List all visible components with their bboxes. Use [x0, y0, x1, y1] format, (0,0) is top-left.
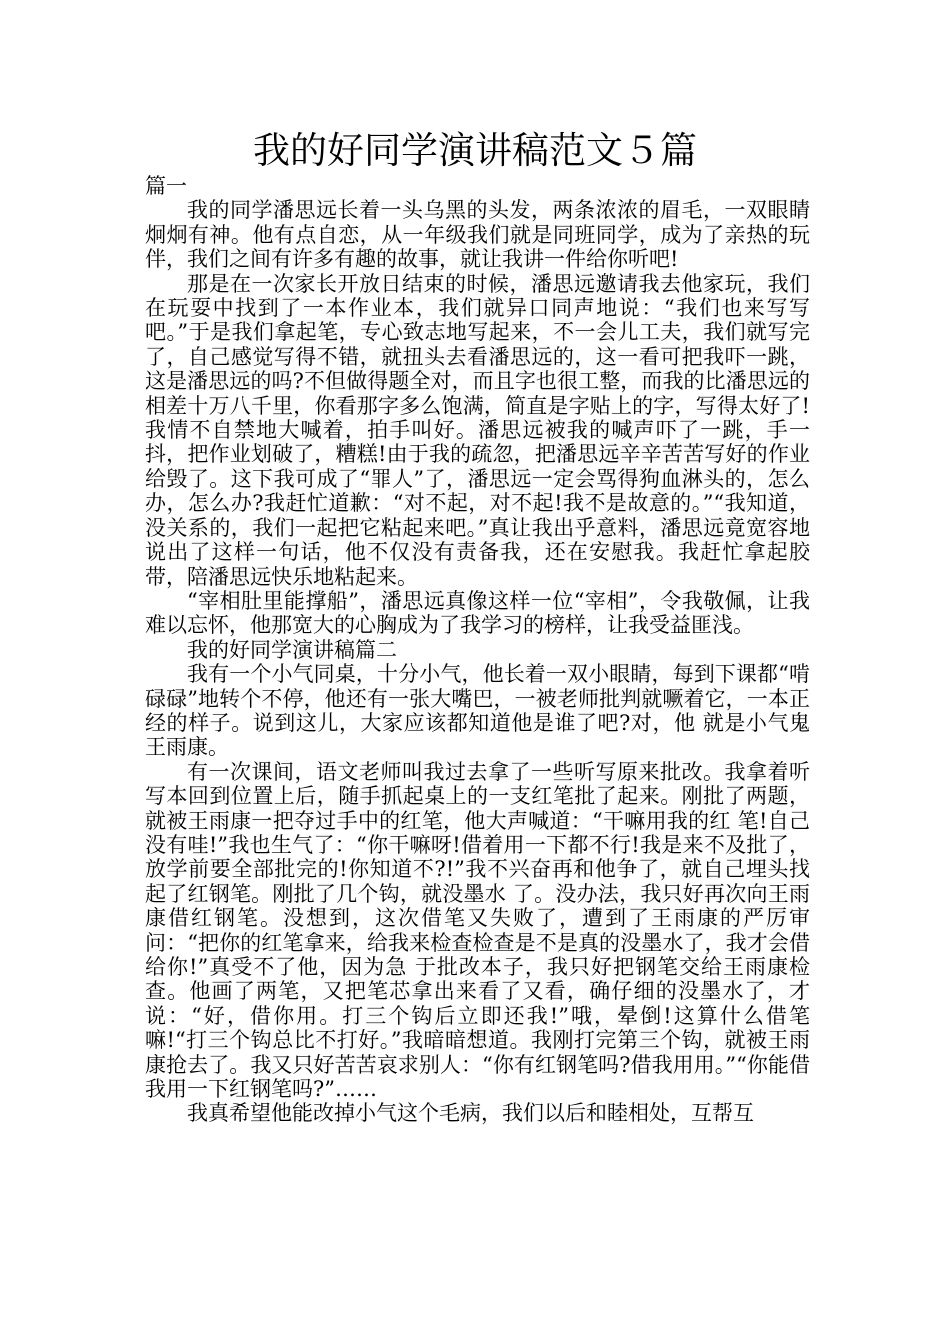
document-title: 我的好同学演讲稿范文５篇: [253, 129, 697, 172]
section-heading: 我的好同学演讲稿篇二: [187, 637, 397, 662]
paragraph: 那是在一次家长开放日结束的时候，潘思远邀请我去他家玩，我们在玩耍中找到了一本作业本，我们就异口同声地说：“我们也来写写吧。”于是我们拿起笔，专心致志地写起来，不一会儿工夫，我们就写完了，自己感觉写得不错，就扭头去看潘思远的，这一看可把我吓一跳，这是潘思远的吗?不但做得题全对，而且字也很工整，而我的比潘思远的相差十万八千里，你看那字多么饱满，简直是字贴上的字，写得太好了!我情不自禁地大喊着，拍手叫好。潘思远被我的喊声吓了一跳，手一抖，把作业划破了，糟糕!由于我的疏忽，把潘思远辛辛苦苦写好的作业给毁了。这下我可成了“罪人”了，潘思远一定会骂得狗血淋头的，怎么办，怎么办?我赶忙道歉：“对不起，对不起!我不是故意的。”“我知道，没关系的，我们一起把它粘起来吧。”真让我出乎意料，潘思远竟宽容地说出了这样一句话，他不仅没有责备我，还在安慰我。我赶忙拿起胶带，陪潘思远快乐地粘起来。: [145, 271, 810, 589]
paragraph: “宰相肚里能撑船”，潘思远真像这样一位“宰相”，令我敬佩，让我难以忘怀，他那宽大的心胸成为了我学习的榜样，让我受益匪浅。: [145, 588, 810, 638]
paragraph: 我有一个小气同桌，十分小气，他长着一双小眼睛，每到下课都“啃碌碌”地转个不停，他还有一张大嘴巴，一被老师批判就噘着它，一本正经的样子。说到这儿，大家应该都知道他是谁了吧?对，他 就是小气鬼王雨康。: [145, 662, 810, 760]
paragraph: 有一次课间，语文老师叫我过去拿了一些听写原来批改。我拿着听写本回到位置上后，随手抓起桌上的一支红笔批了起来。刚批了两题，就被王雨康一把夺过手中的红笔，他大声喊道：“干嘛用我的红 笔!自己没有哇!”我也生气了：“你干嘛呀!借着用一下都不行!我是来不及批了，放学前要全部批完的!你知道不?!”我不兴奋再和他争了，就自己埋头找起了红钢笔。刚批了几个钩，就没墨水 了。没办法，我只好再次向王雨康借红钢笔。没想到，这次借笔又失败了，遭到了王雨康的严厉审问：“把你的红笔拿来，给我来检查检查是不是真的没墨水了，我才会借给你!”真受不了他，因为急 于批改本子，我只好把钢笔交给王雨康检查。他画了两笔，又把笔芯拿出来看了又看，确仔细的没墨水了，才说：“好，借你用。打三个钩后立即还我!”哦，晕倒!这算什么借笔嘛!“打三个钩总比不打好。”我暗暗想道。我刚打完第三个钩，就被王雨康抢去了。我又只好苦苦哀求别人：“你有红钢笔吗?借我用用。”“你能借我用一下红钢笔吗?”……: [145, 759, 810, 1102]
paragraph: 我真希望他能改掉小气这个毛病，我们以后和睦相处，互帮互: [187, 1101, 754, 1126]
document-body: [145, 174, 810, 1126]
section-label: 篇一: [145, 174, 187, 198]
paragraph: 我的同学潘思远长着一头乌黑的头发，两条浓浓的眉毛，一双眼睛炯炯有神。他有点自恋，从一年级我们就是同班同学，成为了亲热的玩伴，我们之间有许多有趣的故事，就让我讲一件给你听吧!: [145, 198, 810, 272]
